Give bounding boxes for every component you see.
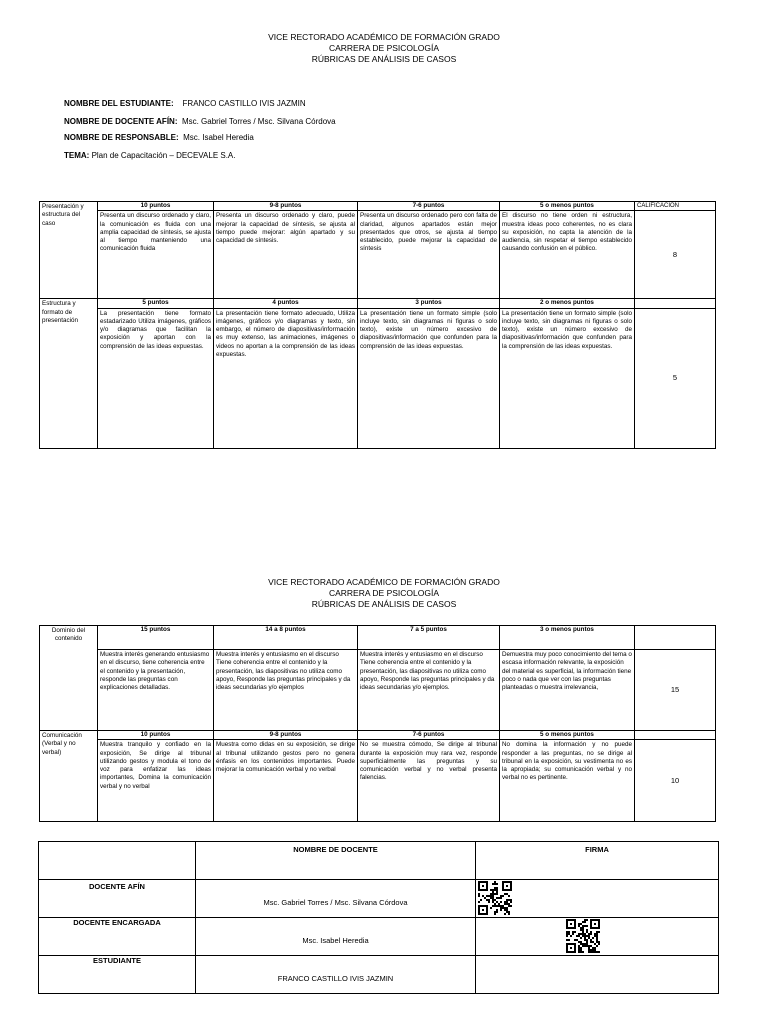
responsible-label: NOMBRE DE RESPONSABLE:	[64, 133, 179, 142]
level-header: 5 o menos puntos	[500, 202, 635, 211]
tema-value: Plan de Capacitación – DECEVALE S.A.	[91, 151, 236, 160]
score-value: 8	[635, 211, 716, 299]
rubric-cell: El discurso no tiene orden ni estructura, muestra ideas poco coherentes, no es clara su exposición, no capta la atención de la audiencia, sin respetar el tiempo establecido causando confusión en el público.	[500, 211, 635, 299]
page-header-top	[0, 32, 768, 65]
header-career: CARRERA DE PSICOLOGÍA	[328, 43, 440, 53]
rubric-cell: Presenta un discurso ordenado y claro, la comunicación es fluida con una amplia capacidad de síntesis, se ajusta al tiempo manteniendo una comunicación fluida	[98, 211, 214, 299]
teacher-label: NOMBRE DE DOCENTE AFÍN:	[64, 117, 178, 126]
score-header-empty	[635, 731, 716, 740]
level-header: 9-8 puntos	[214, 731, 358, 740]
criterion-format: Estructura y formato de presentación	[40, 299, 98, 448]
rubric-cell: La presentación tiene formato estadarizado Utiliza imágenes, gráficos y/o diagramas que facilitan la exposición y aportan con la comprensión de las ideas expuestas.	[98, 308, 214, 448]
rubric-cell: Muestra interés y entusiasmo en el discurso Tiene coherencia entre el contenido y la presentación, las diapositivas no utiliza como apoyo, Responde las preguntas principales y da ideas secundarias y/o ejemplos.	[358, 650, 500, 731]
student-label: NOMBRE DEL ESTUDIANTE:	[64, 99, 174, 108]
header-institution: VICE RECTORADO ACADÉMICO DE FORMACIÓN GRADO	[268, 577, 500, 587]
header-career: CARRERA DE PSICOLOGÍA	[328, 588, 440, 598]
level-header: 15 puntos	[98, 626, 214, 650]
score-header-empty	[635, 299, 716, 308]
score-value: 10	[635, 740, 716, 822]
rubric-cell: Muestra interés y entusiasmo en el discurso Tiene coherencia entre el contenido y la presentación, las diapositivas no utiliza como apoyo, Responde las preguntas principales y da ideas secundarias y/o ejemplos	[214, 650, 358, 731]
role-docente-encargada: DOCENTE ENCARGADA	[39, 918, 196, 956]
page-header-bottom	[0, 577, 768, 610]
rubric-table-2	[39, 625, 716, 822]
rubric-cell: Muestra interés generando entusiasmo en el discurso, tiene coherencia entre el contenido y la presentación, responde las preguntas con explicaciones detalladas.	[98, 650, 214, 731]
level-header: 10 puntos	[98, 731, 214, 740]
score-value: 15	[635, 650, 716, 731]
score-header: CALIFICACION	[635, 202, 716, 211]
name-estudiante: FRANCO CASTILLO IVIS JAZMIN	[196, 956, 476, 994]
rubric-table-1	[39, 201, 716, 449]
rubric-cell: Presenta un discurso ordenado pero con falta de claridad, algunos apartados están mejor presentados que otros, se ajusta al tiempo establecido, puede mejorar la capacidad de síntesis	[358, 211, 500, 299]
level-header: 2 o menos puntos	[500, 299, 635, 308]
name-docente-encargada: Msc. Isabel Heredia	[196, 918, 476, 956]
header-title: RÚBRICAS DE ANÁLISIS DE CASOS	[311, 54, 457, 64]
level-header: 9-8 puntos	[214, 202, 358, 211]
student-row	[64, 99, 306, 109]
col-firma: FIRMA	[476, 842, 719, 880]
level-header: 7-6 puntos	[358, 731, 500, 740]
teacher-value: Msc. Gabriel Torres / Msc. Silvana Córdova	[181, 117, 336, 126]
rubric-cell: Muestra como didas en su exposición, se dirige al tribunal utilizando gestos pero no genera énfasis en los contenidos importantes. Puede mejorar la comunicación verbal y no verbal	[214, 740, 358, 822]
level-header: 5 puntos	[98, 299, 214, 308]
name-docente-afin: Msc. Gabriel Torres / Msc. Silvana Córdova	[196, 880, 476, 918]
level-header: 4 puntos	[214, 299, 358, 308]
header-institution: VICE RECTORADO ACADÉMICO DE FORMACIÓN GRADO	[268, 32, 500, 42]
rubric-cell: No domina la información y no puede responder a las preguntas, no se dirige al tribunal en la exposición, su vestimenta no es la apropiada; su comunicación verbal y no verbal no es pertinente.	[500, 740, 635, 822]
rubric-cell: Demuestra muy poco conocimiento del tema o escasa información relevante, la exposición del material es superficial, la información tiene poco o nada que ver con las preguntas planteadas o muestra irrelevancia,	[500, 650, 635, 731]
criterion-communication: Comunicación (Verbal y no verbal)	[40, 731, 98, 822]
rubric-cell: La presentación tiene un formato simple (solo incluye texto, sin diagramas ni figuras o solo texto), existe un número excesivo de diapositivas/información que confunden para la comprensión de las ideas expuestas.	[358, 308, 500, 448]
tema-row	[64, 151, 236, 161]
level-header: 3 o menos puntos	[500, 626, 635, 650]
rubric-cell: No se muestra cómodo, Se dirige al tribunal durante la exposición muy rara vez, responde superficialmente las preguntas y su comunicación verbal y no verbal presenta falencias.	[358, 740, 500, 822]
role-docente-afin: DOCENTE AFÍN	[39, 880, 196, 918]
responsible-row	[64, 133, 254, 143]
score-header-empty	[635, 626, 716, 650]
level-header: 7 a 5 puntos	[358, 626, 500, 650]
responsible-value: Msc. Isabel Heredia	[183, 133, 254, 142]
qr-code-icon	[566, 919, 600, 953]
signature-table	[38, 841, 719, 994]
col-docente-name: NOMBRE DE DOCENTE	[196, 842, 476, 880]
rubric-cell: La presentación tiene un formato simple (solo incluye texto, sin diagramas ni figuras o solo texto), existe un número excesivo de diapositivas/información que confunden para la comprensión de las ideas expuestas.	[500, 308, 635, 448]
role-estudiante: ESTUDIANTE	[39, 956, 196, 994]
signature-cell-estudiante	[476, 956, 719, 994]
signature-cell-afin	[476, 880, 719, 918]
level-header: 3 puntos	[358, 299, 500, 308]
level-header: 7-6 puntos	[358, 202, 500, 211]
student-value: FRANCO CASTILLO IVIS JAZMIN	[182, 99, 306, 108]
level-header: 14 a 8 puntos	[214, 626, 358, 650]
sig-corner	[39, 842, 196, 880]
header-title: RÚBRICAS DE ANÁLISIS DE CASOS	[311, 599, 457, 609]
rubric-cell: Muestra tranquilo y confiado en la exposición, Se dirige al tribunal utilizando gestos y modula el tono de voz para enfatizar las ideas importantes, Domina la comunicación verbal y no verbal	[98, 740, 214, 822]
tema-label: TEMA:	[64, 151, 90, 160]
signature-cell-encargada	[476, 918, 719, 956]
level-header: 5 o menos puntos	[500, 731, 635, 740]
level-header: 10 puntos	[98, 202, 214, 211]
qr-code-icon	[478, 881, 512, 915]
score-value: 5	[635, 308, 716, 448]
criterion-domain: Dominio del contenido	[40, 626, 98, 731]
criterion-presentation: Presentación y estructura del caso	[40, 202, 98, 299]
rubric-cell: La presentación tiene formato adecuado, Utiliza imágenes, gráficos y/o diagramas y texto, sin embargo, el número de diapositivas/información es muy extenso, las animaciones, imágenes o videos no aportan a la comprensión de las ideas expuestas.	[214, 308, 358, 448]
teacher-row	[64, 117, 336, 127]
rubric-cell: Presenta un discurso ordenado y claro, puede mejorar la capacidad de síntesis, se ajusta al tiempo puede mejorar: algún apartado y su capacidad de síntesis.	[214, 211, 358, 299]
